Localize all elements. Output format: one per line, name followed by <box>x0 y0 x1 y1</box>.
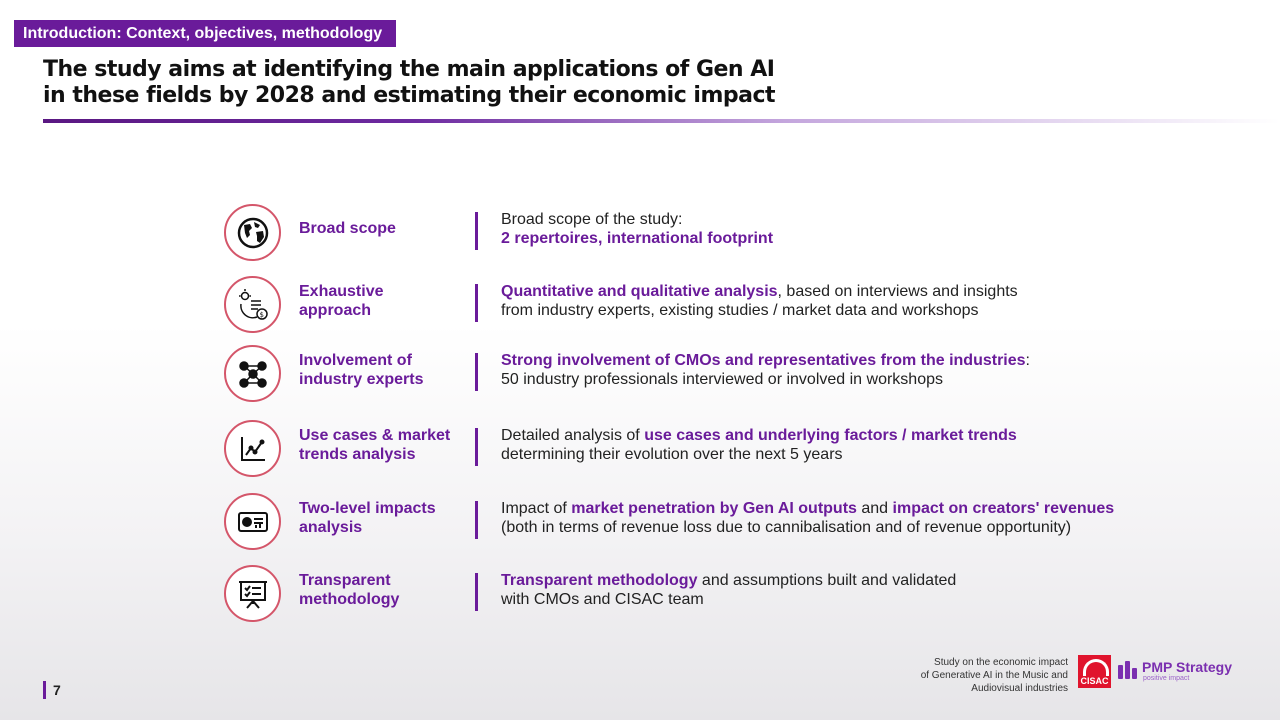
row-divider <box>475 428 478 466</box>
desc-text: : <box>1025 352 1030 369</box>
desc-highlight: market penetration by Gen AI outputs <box>571 500 857 517</box>
svg-text:$: $ <box>259 310 264 319</box>
row-description <box>501 426 1221 464</box>
pmp-strategy-logo <box>1118 659 1248 685</box>
row-description <box>501 571 1221 609</box>
row-description <box>501 351 1221 389</box>
globe-icon <box>224 204 281 261</box>
label-line: industry experts <box>299 371 424 388</box>
title-line-1: The study aims at identifying the main applications of Gen AI <box>43 57 775 82</box>
analysis-lightbulb-icon <box>224 276 281 333</box>
page-title <box>43 57 843 109</box>
row-description <box>501 210 1221 248</box>
row-label <box>299 282 469 320</box>
study-caption <box>880 656 1068 695</box>
label-line: Involvement of <box>299 352 412 369</box>
study-caption-line: of Generative AI in the Music and <box>920 670 1068 681</box>
label-line: Use cases & market <box>299 427 451 444</box>
row-divider <box>475 212 478 250</box>
line-chart-icon <box>224 420 281 477</box>
presentation-board-icon <box>224 565 281 622</box>
cisac-logo <box>1078 655 1111 688</box>
desc-text: from industry experts, existing studies / market data and workshops <box>501 302 979 319</box>
label-line: Two-level impacts <box>299 500 436 517</box>
desc-text: and assumptions built and validated <box>697 572 957 589</box>
desc-text: (both in terms of revenue loss due to cannibalisation and of revenue opportunity) <box>501 519 1072 536</box>
row-label <box>299 499 469 537</box>
row-description <box>501 282 1221 320</box>
network-people-icon <box>224 345 281 402</box>
page-number: 7 <box>43 681 61 699</box>
desc-text: Impact of <box>501 500 572 517</box>
label-line: methodology <box>299 591 400 608</box>
row-label <box>299 426 469 464</box>
dashboard-screen-icon <box>224 493 281 550</box>
row-divider <box>475 353 478 391</box>
label-line: Transparent <box>299 572 391 589</box>
study-caption-line: Audiovisual industries <box>971 683 1068 694</box>
desc-text: Broad scope of the study: <box>501 211 683 228</box>
section-tag: Introduction: Context, objectives, methodology <box>14 20 396 47</box>
row-exhaustive-approach <box>224 276 1224 334</box>
desc-text: with CMOs and CISAC team <box>501 591 704 608</box>
label-line: Broad scope <box>299 220 396 237</box>
row-transparent-methodology <box>224 565 1224 623</box>
desc-highlight: use cases and underlying factors / market trends <box>644 427 1017 444</box>
row-label <box>299 219 469 238</box>
desc-highlight: 2 repertoires, international footprint <box>501 230 774 247</box>
desc-text: determining their evolution over the next 5 years <box>501 446 843 463</box>
desc-text: and <box>856 500 893 517</box>
row-use-cases <box>224 420 1224 478</box>
label-line: approach <box>299 302 372 319</box>
row-label <box>299 351 469 389</box>
title-line-2: in these fields by 2028 and estimating their economic impact <box>43 83 776 108</box>
study-caption-line: Study on the economic impact <box>934 657 1068 668</box>
desc-highlight: Strong involvement of CMOs and representatives from the industries <box>501 352 1026 369</box>
desc-text: Detailed analysis of <box>501 427 645 444</box>
pmp-logo-tagline: positive impact <box>1143 675 1190 682</box>
row-label <box>299 571 469 609</box>
row-divider <box>475 284 478 322</box>
label-line: analysis <box>299 519 363 536</box>
row-involvement-experts <box>224 345 1224 403</box>
row-divider <box>475 501 478 539</box>
row-broad-scope <box>224 204 1224 262</box>
cisac-logo-text: CISAC <box>1080 676 1109 686</box>
label-line: trends analysis <box>299 446 416 463</box>
cisac-logo-arc <box>1083 659 1109 676</box>
desc-highlight: Quantitative and qualitative analysis <box>501 283 778 300</box>
label-line: Exhaustive <box>299 283 384 300</box>
pmp-logo-name: PMP Strategy <box>1142 659 1232 675</box>
pmp-logo-mark <box>1118 661 1140 679</box>
row-two-level-impacts <box>224 493 1224 551</box>
desc-text: , based on interviews and insights <box>777 283 1018 300</box>
desc-text: 50 industry professionals interviewed or involved in workshops <box>501 371 943 388</box>
desc-highlight: Transparent methodology <box>501 572 698 589</box>
row-divider <box>475 573 478 611</box>
title-underline <box>43 119 1280 123</box>
row-description <box>501 499 1221 537</box>
desc-highlight: impact on creators' revenues <box>892 500 1115 517</box>
